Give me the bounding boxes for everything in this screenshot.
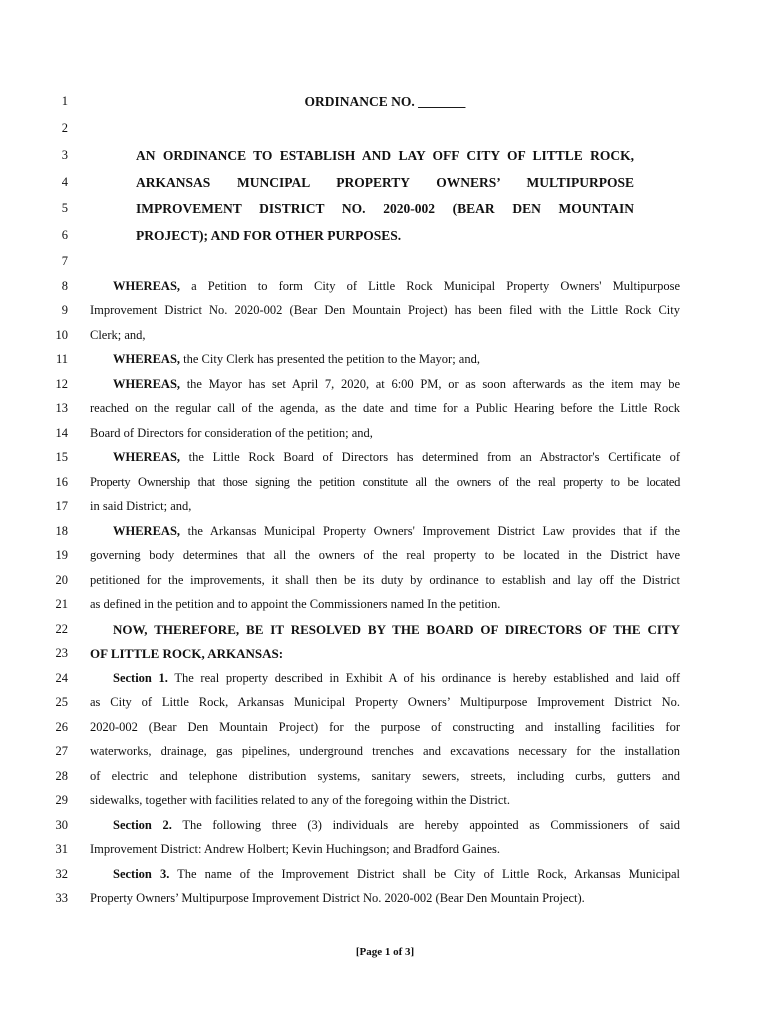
body-line-11: WHEREAS, the City Clerk has presented the petition to the Mayor; and, — [113, 352, 480, 366]
line-number: 24 — [55, 671, 68, 685]
body-line-33: Property Owners’ Multipurpose Improvement District No. 2020-002 (Bear Den Mountain Project). — [90, 891, 585, 905]
body-line-13: reached on the regular call of the agenda, as the date and time for a Public Hearing before the Little Rock — [90, 401, 680, 415]
line-number: 5 — [61, 201, 68, 215]
line-number: 6 — [61, 228, 68, 242]
line-number: 21 — [55, 597, 68, 611]
body-line-21: as defined in the petition and to appoint the Commissioners named In the petition. — [90, 597, 501, 611]
heading-line-3: IMPROVEMENT DISTRICT NO. 2020-002 (BEAR DEN MOUNTAIN — [136, 201, 634, 216]
line-number: 8 — [61, 279, 68, 293]
line-number: 14 — [55, 426, 68, 440]
body-line-9: Improvement District No. 2020-002 (Bear Den Mountain Project) has been filed with the Little Rock City — [90, 303, 680, 317]
line-number: 10 — [55, 328, 68, 342]
body-line-24: Section 1. The real property described in Exhibit A of his ordinance is hereby established and laid off — [113, 671, 680, 685]
heading-line-1: AN ORDINANCE TO ESTABLISH AND LAY OFF CITY OF LITTLE ROCK, — [136, 148, 634, 163]
body-line-14: Board of Directors for consideration of the petition; and, — [90, 426, 373, 440]
body-line-30: Section 2. The following three (3) individuals are hereby appointed as Commissioners of said — [113, 818, 680, 832]
ordinance-title: ORDINANCE NO. _______ — [304, 94, 466, 109]
body-line-20: petitioned for the improvements, it shall then be its duty by ordinance to establish and lay off the District — [90, 573, 680, 587]
heading-line-2: ARKANSAS MUNCIPAL PROPERTY OWNERS’ MULTIPURPOSE — [136, 175, 634, 190]
body-line-18: WHEREAS, the Arkansas Municipal Property Owners' Improvement District Law provides that if the — [113, 524, 680, 538]
body-line-27: waterworks, drainage, gas pipelines, underground trenches and excavations necessary for the installation — [90, 744, 680, 758]
line-number: 28 — [55, 769, 68, 783]
line-number: 17 — [55, 499, 68, 513]
body-line-29: sidewalks, together with facilities related to any of the foregoing within the District. — [90, 793, 511, 807]
line-number: 19 — [55, 548, 68, 562]
line-number: 32 — [55, 867, 68, 881]
line-number: 1 — [61, 94, 68, 108]
line-number: 12 — [55, 377, 68, 391]
body-line-19: governing body determines that all the owners of the real property to be located in the District have — [90, 548, 680, 562]
line-number: 25 — [55, 695, 68, 709]
line-number: 16 — [55, 475, 68, 489]
line-number: 23 — [55, 646, 68, 660]
heading-line-4: PROJECT); AND FOR OTHER PURPOSES. — [136, 228, 402, 243]
line-number: 31 — [55, 842, 68, 856]
body-line-31: Improvement District: Andrew Holbert; Kevin Huchingson; and Bradford Gaines. — [90, 842, 500, 856]
line-number: 7 — [61, 254, 68, 268]
line-number: 27 — [55, 744, 68, 758]
body-line-16: Property Ownership that those signing the petition constitute all the owners of the real property to be located — [90, 475, 680, 489]
line-number: 11 — [55, 352, 68, 366]
line-number: 20 — [55, 573, 68, 587]
line-number: 30 — [55, 818, 68, 832]
body-line-22: NOW, THEREFORE, BE IT RESOLVED BY THE BOARD OF DIRECTORS OF THE CITY — [113, 622, 680, 637]
line-number: 22 — [55, 622, 68, 636]
line-number: 29 — [55, 793, 68, 807]
body-line-15: WHEREAS, the Little Rock Board of Directors has determined from an Abstractor's Certificate of — [113, 450, 680, 464]
body-line-28: of electric and telephone distribution systems, sanitary sewers, streets, including curbs, gutters and — [90, 769, 680, 783]
body-line-25: as City of Little Rock, Arkansas Municipal Property Owners’ Multipurpose Improvement District No. — [90, 695, 680, 709]
line-number: 3 — [61, 148, 68, 162]
line-number: 4 — [61, 175, 68, 189]
body-line-26: 2020-002 (Bear Den Mountain Project) for the purpose of constructing and installing facilities for — [90, 720, 680, 734]
body-line-12: WHEREAS, the Mayor has set April 7, 2020, at 6:00 PM, or as soon afterwards as the item may be — [113, 377, 680, 391]
body-line-10: Clerk; and, — [90, 328, 146, 342]
line-number: 2 — [61, 121, 68, 135]
body-line-17: in said District; and, — [90, 499, 192, 513]
line-number: 26 — [55, 720, 68, 734]
line-number: 15 — [55, 450, 68, 464]
line-number: 33 — [55, 891, 68, 905]
line-number: 9 — [61, 303, 68, 317]
body-line-8: WHEREAS, a Petition to form City of Little Rock Municipal Property Owners' Multipurpose — [113, 279, 680, 293]
line-number: 18 — [55, 524, 68, 538]
line-number: 13 — [55, 401, 68, 415]
page-footer: [Page 1 of 3] — [355, 946, 415, 958]
body-line-32: Section 3. The name of the Improvement District shall be City of Little Rock, Arkansas Municipal — [113, 867, 681, 881]
body-line-23: OF LITTLE ROCK, ARKANSAS: — [90, 646, 284, 661]
